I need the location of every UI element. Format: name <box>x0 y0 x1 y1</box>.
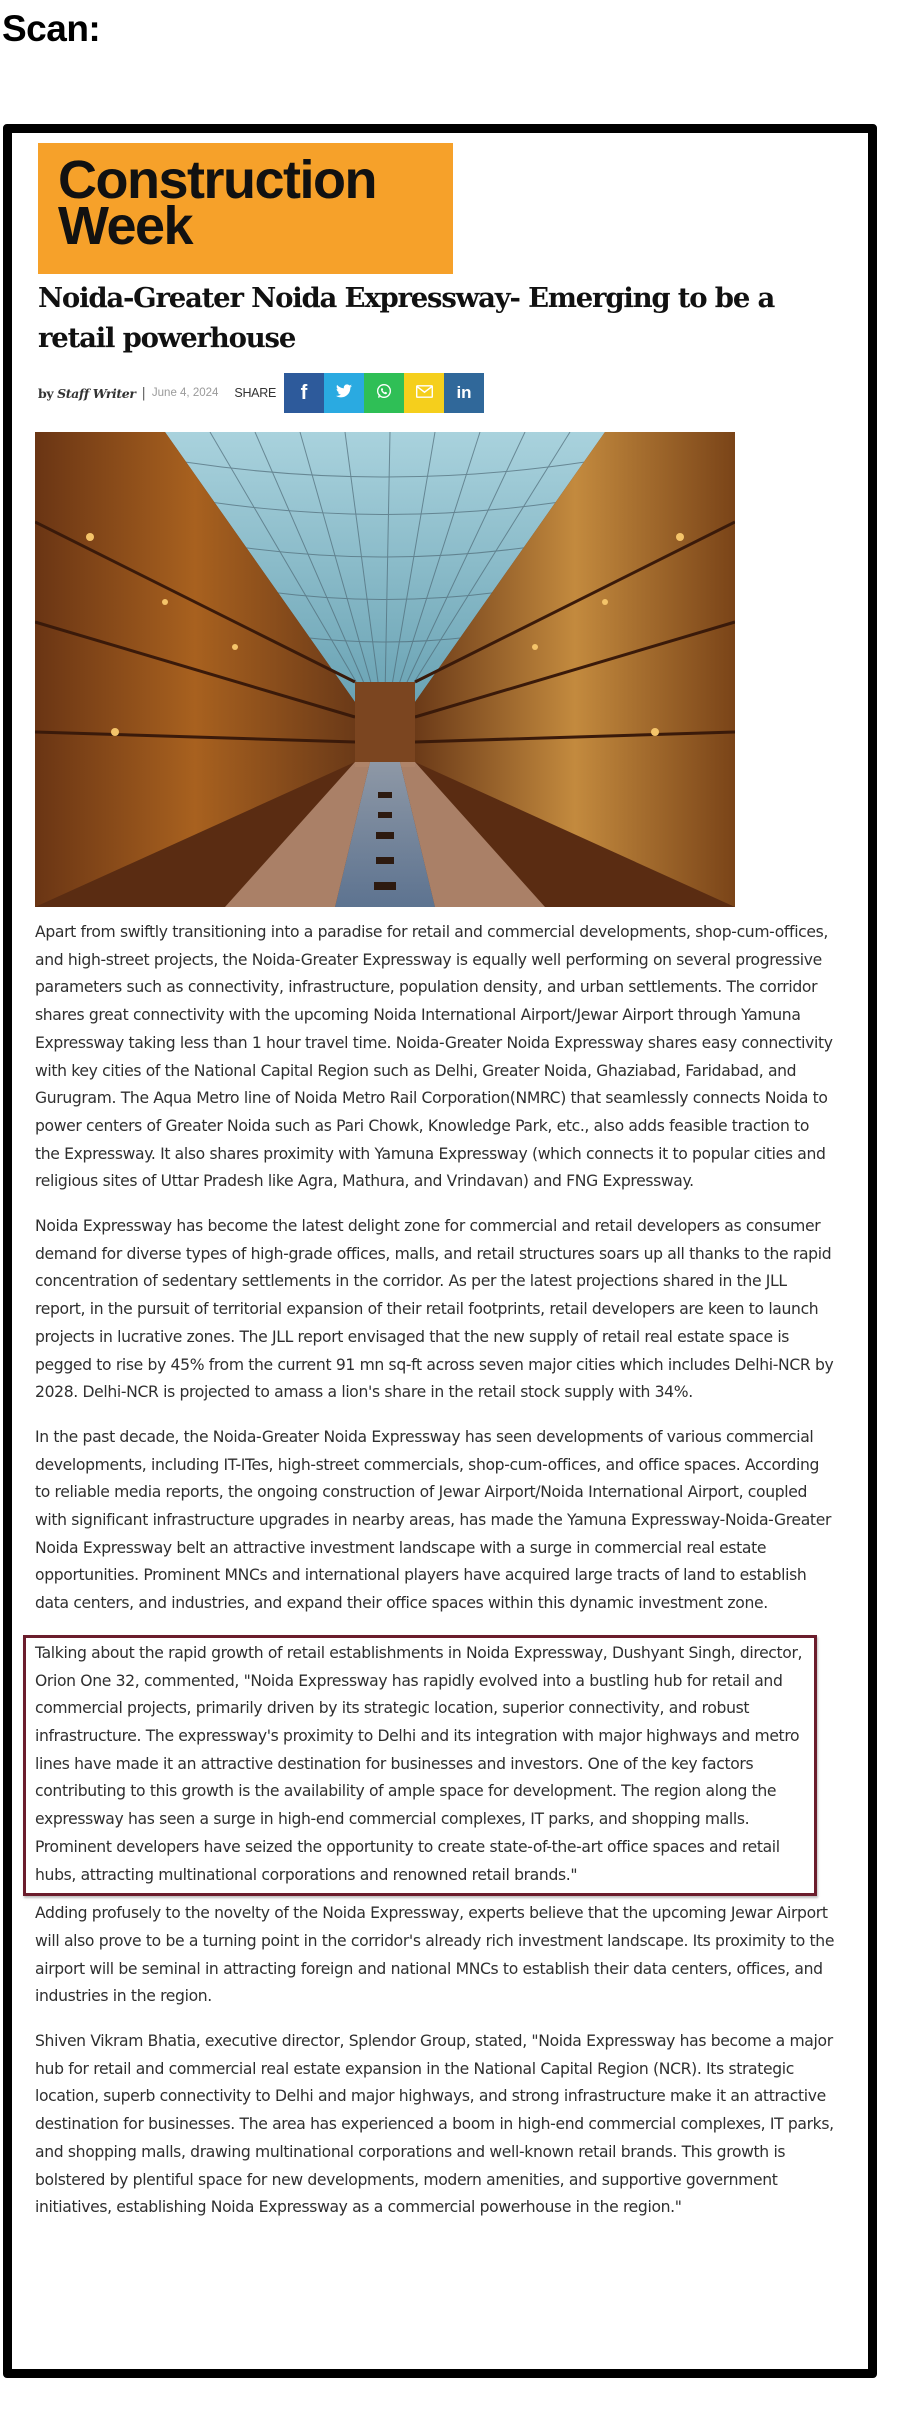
share-twitter-button[interactable] <box>324 373 364 413</box>
logo-text-line-2: Week <box>58 196 193 256</box>
byline <box>38 373 484 413</box>
by-prefix: by <box>38 385 54 401</box>
logo-text-line-1: Construction <box>58 150 376 210</box>
byline-separator: | <box>141 385 146 401</box>
scan-label: Scan: <box>2 8 101 49</box>
whatsapp-icon <box>376 383 392 404</box>
article-headline: Noida-Greater Noida Expressway- Emerging to be a retail powerhouse <box>38 282 775 354</box>
share-facebook-button[interactable] <box>284 373 324 413</box>
paragraph: Noida Expressway has become the latest delight zone for commercial and retail developers as consumer demand for diverse types of high-grade offices, malls, and retail structures soars up all thanks to the rapid concentration of sedentary settlements in the corridor. As per the latest projections shared in the JLL report, in the pursuit of territorial expansion of their retail footprints, retail developers are keen to launch projects in lucrative zones. The JLL report envisaged that the new supply of retail real estate space is pegged to rise by 45% from the current 91 mn sq-ft across seven major cities which includes Delhi-NCR by 2028. Delhi-NCR is projected to amass a lion's share in the retail stock supply with 34%. <box>35 1217 834 1402</box>
highlighted-quote-box <box>23 1635 817 1896</box>
paragraph: Adding profusely to the novelty of the Noida Expressway, experts believe that the upcoming Jewar Airport will also prove to be a turning point in the corridor's already rich investment landscape. Its proximity to the airport will be seminal in attracting foreign and national MNCs to establish their data centers, offices, and industries in the region. <box>35 1904 835 2006</box>
share-buttons <box>284 373 484 413</box>
article-hero-image <box>35 432 735 907</box>
paragraph: Apart from swiftly transitioning into a paradise for retail and commercial developments, shop-cum-offices, and high-street projects, the Noida-Greater Expressway is equally well performing on several progressive parameters such as connectivity, infrastructure, population density, and urban settlements. The corridor shares great connectivity with the upcoming Noida International Airport/Jewar Airport through Yamuna Expressway taking less than 1 hour travel time. Noida-Greater Noida Expressway shares easy connectivity with key cities of the National Capital Region such as Delhi, Greater Noida, Ghaziabad, Faridabad, and Gurugram. The Aqua Metro line of Noida Metro Rail Corporation(NMRC) that seamlessly connects Noida to power centers of Greater Noida such as Pari Chowk, Knowledge Park, etc., also adds feasible traction to the Expressway. It also shares proximity with Yamuna Expressway (which connects it to popular cities and religious sites of Uttar Pradesh like Agra, Mathura, and Vrindavan) and FNG Expressway. <box>35 923 833 1191</box>
share-email-button[interactable] <box>404 373 444 413</box>
twitter-icon <box>336 383 352 403</box>
paragraph: In the past decade, the Noida-Greater Noida Expressway has seen developments of various commercial developments, including IT-ITes, high-street commercials, shop-cum-offices, and office spaces. According to reliable media reports, the ongoing construction of Jewar Airport/Noida International Airport, coupled with significant infrastructure upgrades in nearby areas, has made the Yamuna Expressway-Noida-Greater Noida Expressway belt an attractive investment landscape with a surge in commercial real estate opportunities. Prominent MNCs and international players have acquired large tracts of land to establish data centers, and industries, and expand their office spaces within this dynamic investment zone. <box>35 1427 831 1613</box>
article-scan-frame <box>3 124 877 2378</box>
linkedin-icon: in <box>456 383 472 402</box>
article-body <box>35 919 835 2239</box>
author-name[interactable]: Staff Writer <box>57 385 136 401</box>
share-linkedin-button[interactable] <box>444 373 484 413</box>
share-whatsapp-button[interactable] <box>364 373 404 413</box>
share-label: SHARE <box>234 386 276 400</box>
facebook-icon: f <box>300 381 308 404</box>
publish-date: June 4, 2024 <box>151 387 219 399</box>
author-credit <box>38 386 136 401</box>
publication-logo[interactable] <box>38 143 453 274</box>
arcade-interior-illustration <box>35 432 735 907</box>
paragraph: Shiven Vikram Bhatia, executive director, Splendor Group, stated, "Noida Expressway has become a major hub for retail and commercial real estate expansion in the National Capital Region (NCR). Its strategic location, superb connectivity to Delhi and major highways, and strong infrastructure make it an attractive destination for businesses. The area has experienced a boom in high-end commercial complexes, IT parks, and shopping malls, drawing multinational corporations and well-known retail brands. This growth is bolstered by plentiful space for new developments, modern amenities, and supportive government initiatives, establishing Noida Expressway as a commercial powerhouse in the region." <box>35 2032 834 2217</box>
highlighted-quote-text: Talking about the rapid growth of retail establishments in Noida Expressway, Dushyant Singh, director, Orion One 32, commented, "Noida Expressway has rapidly evolved into a bustling hub for retail and commercial projects, primarily driven by its strategic location, superior connectivity, and robust infrastructure. The expressway's proximity to Delhi and its integration with major highways and metro lines have made it an attractive destination for businesses and investors. One of the key factors contributing to this growth is the availability of ample space for development. The region along the expressway has seen a surge in high-end commercial complexes, IT parks, and shopping malls. Prominent developers have seized the opportunity to create state-of-the-art office spaces and retail hubs, attracting multinational corporations and renowned retail brands." <box>35 1643 803 1884</box>
email-icon <box>416 383 433 403</box>
